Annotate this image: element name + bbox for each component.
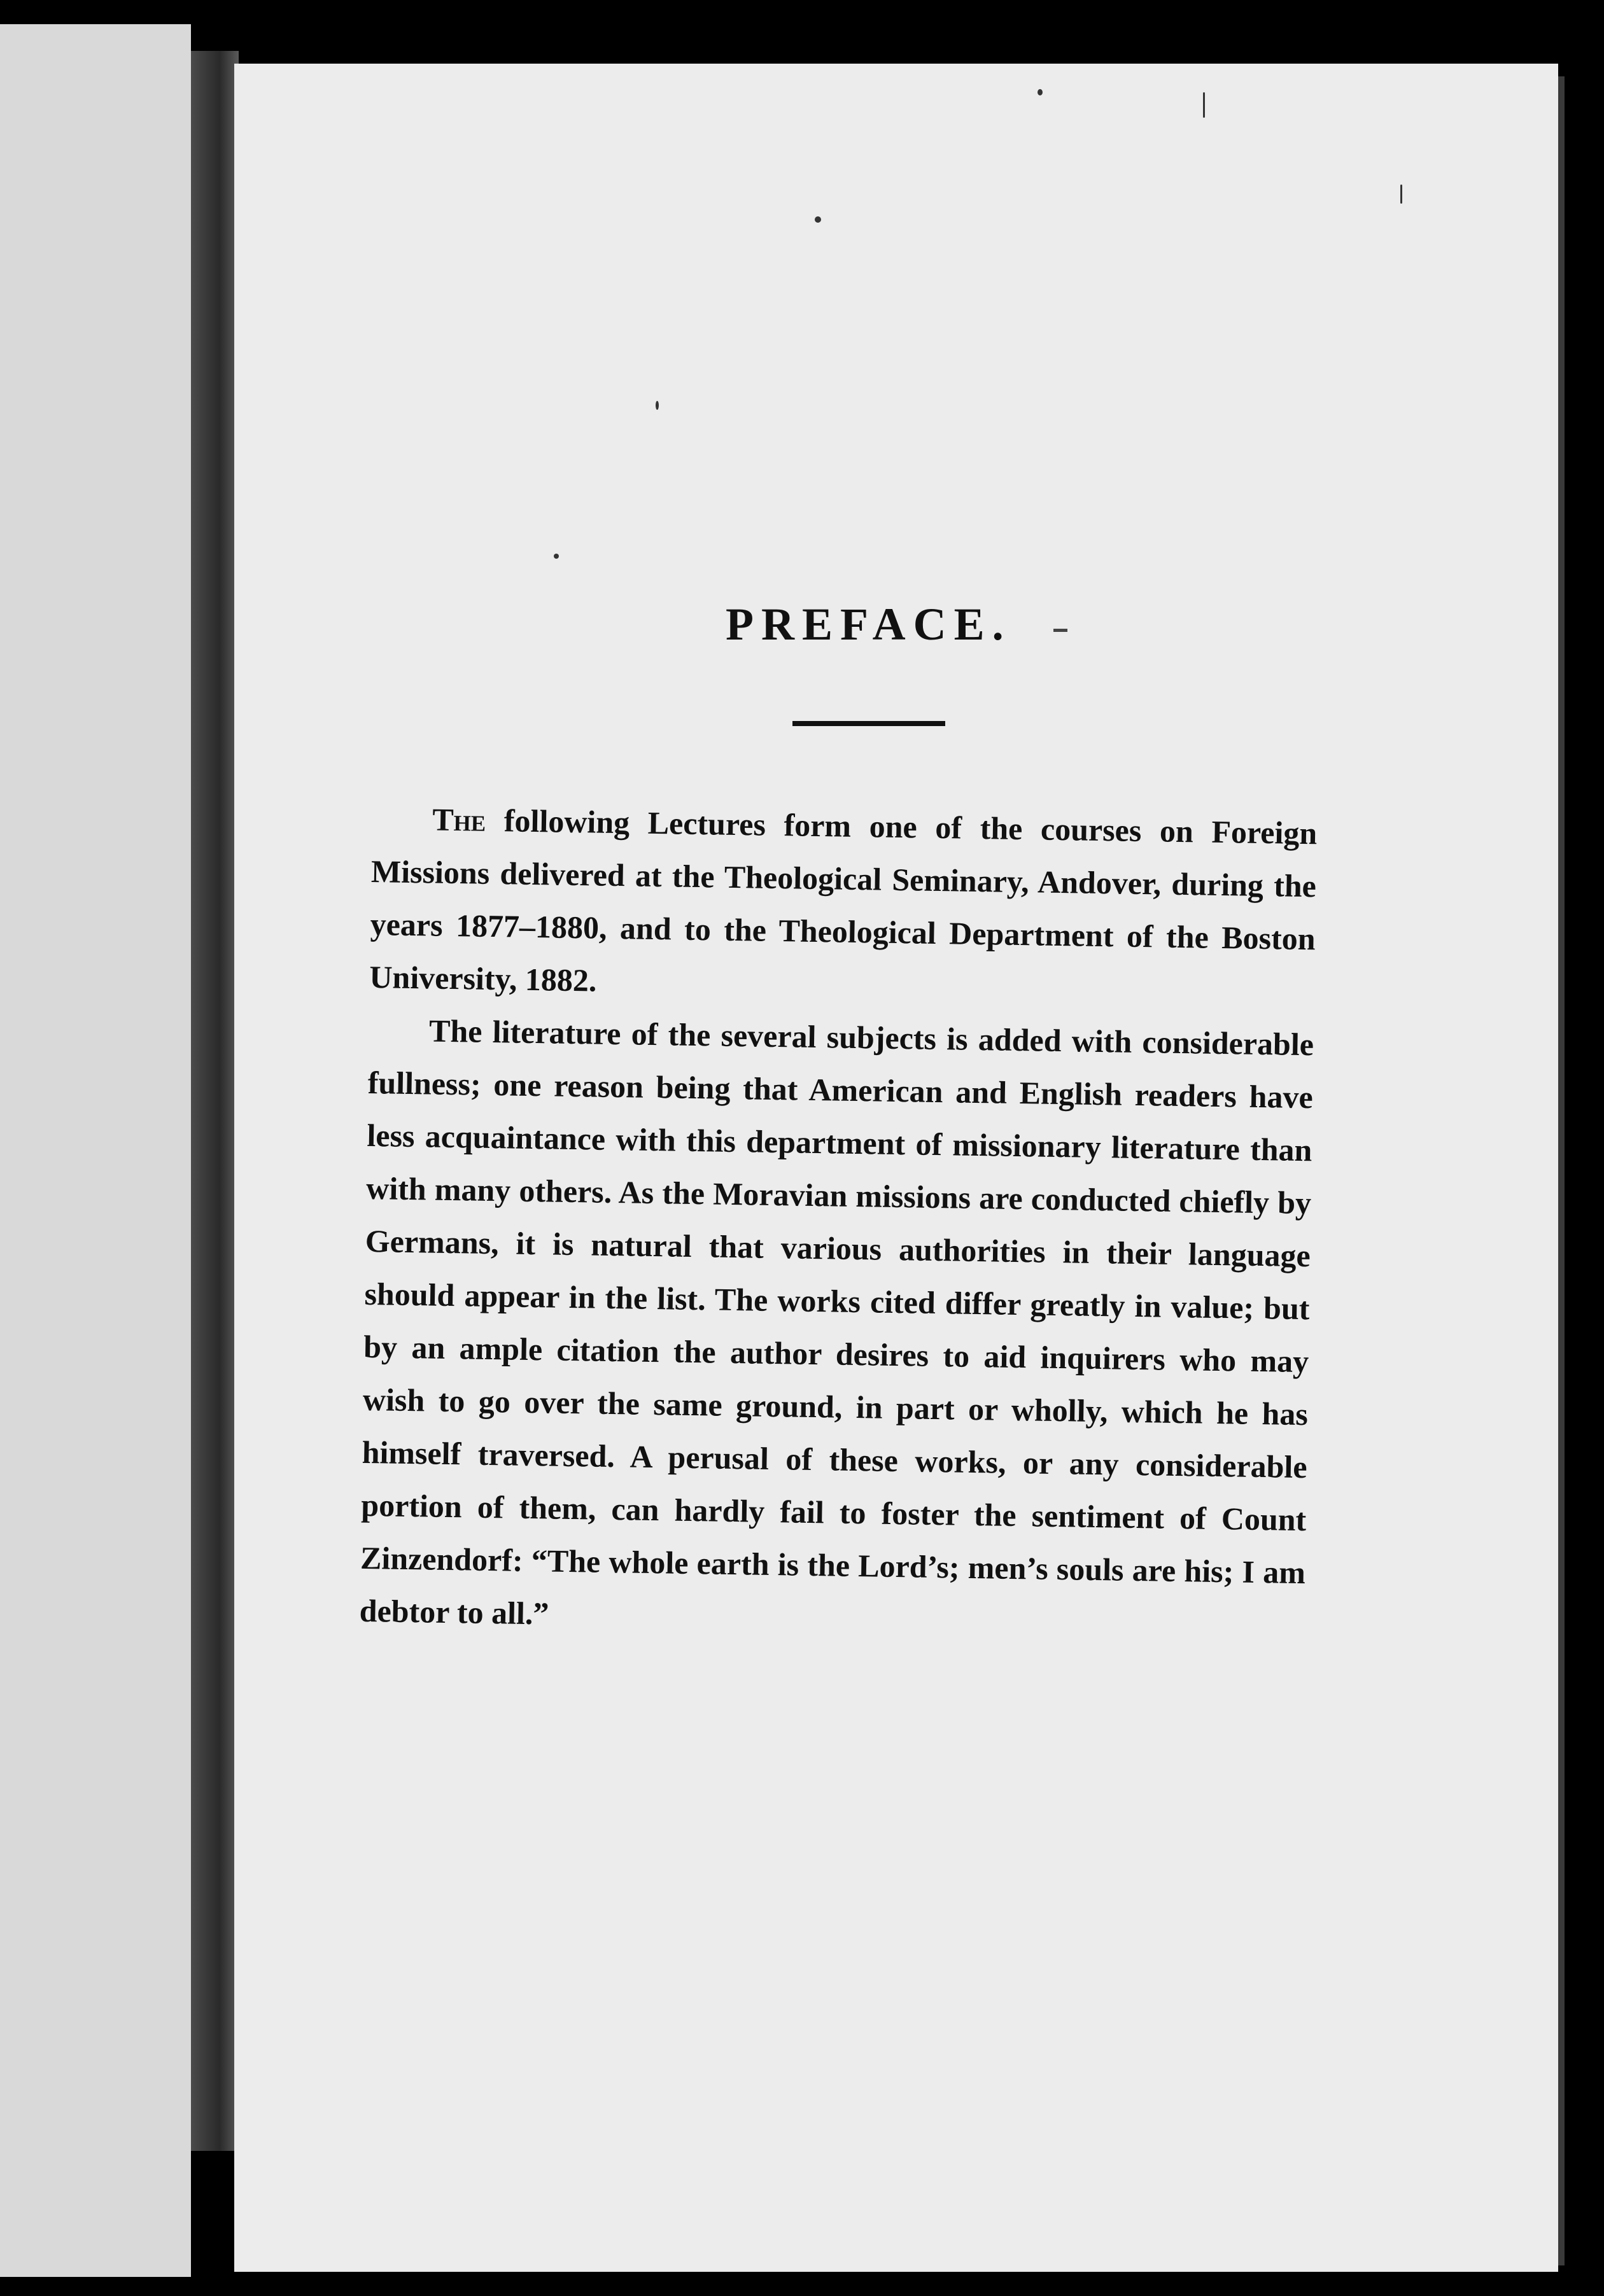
dust-speck	[656, 401, 659, 410]
paragraph-2: The literature of the several subjects is added with considerable fullness; one reason being that American and English readers have less acquaintance with this department of missionary literature than with many others. As the Moravian missions are conducted chiefly by Germans, it is natural that various authorities in their language should appear in the list. The works cited differ greatly in value; but by an ample citation the author desires to aid inquirers who may wish to go over the same ground, in part or wholly, which he has himself traversed. A perusal of these works, or any considerable portion of them, can hardly fail to foster the sentiment of Count Zinzendorf: “The whole earth is the Lord’s; men’s souls are his; I am debtor to all.”	[359, 1012, 1314, 1632]
lead-word: The	[432, 801, 486, 838]
title-mark	[1053, 629, 1067, 632]
preface-body	[359, 792, 1318, 1652]
book-gutter-shadow	[191, 51, 239, 2151]
dust-speck	[1203, 92, 1205, 118]
page-outer-edge	[1558, 76, 1565, 2265]
dust-speck	[554, 554, 559, 559]
dust-speck	[1038, 89, 1043, 95]
page-title: PREFACE.	[726, 599, 1011, 650]
paragraph-1	[369, 792, 1318, 1018]
title-rule	[792, 721, 945, 726]
left-page-edge	[0, 24, 191, 2277]
dust-speck	[1400, 185, 1402, 204]
paragraph-1-text: following Lectures form one of the courses on Foreign Missions delivered at the Theological Seminary, Andover, during the years 1877–1880, and to the Theological Department of the Boston University, 1882.	[369, 802, 1318, 998]
dust-speck	[815, 216, 821, 223]
